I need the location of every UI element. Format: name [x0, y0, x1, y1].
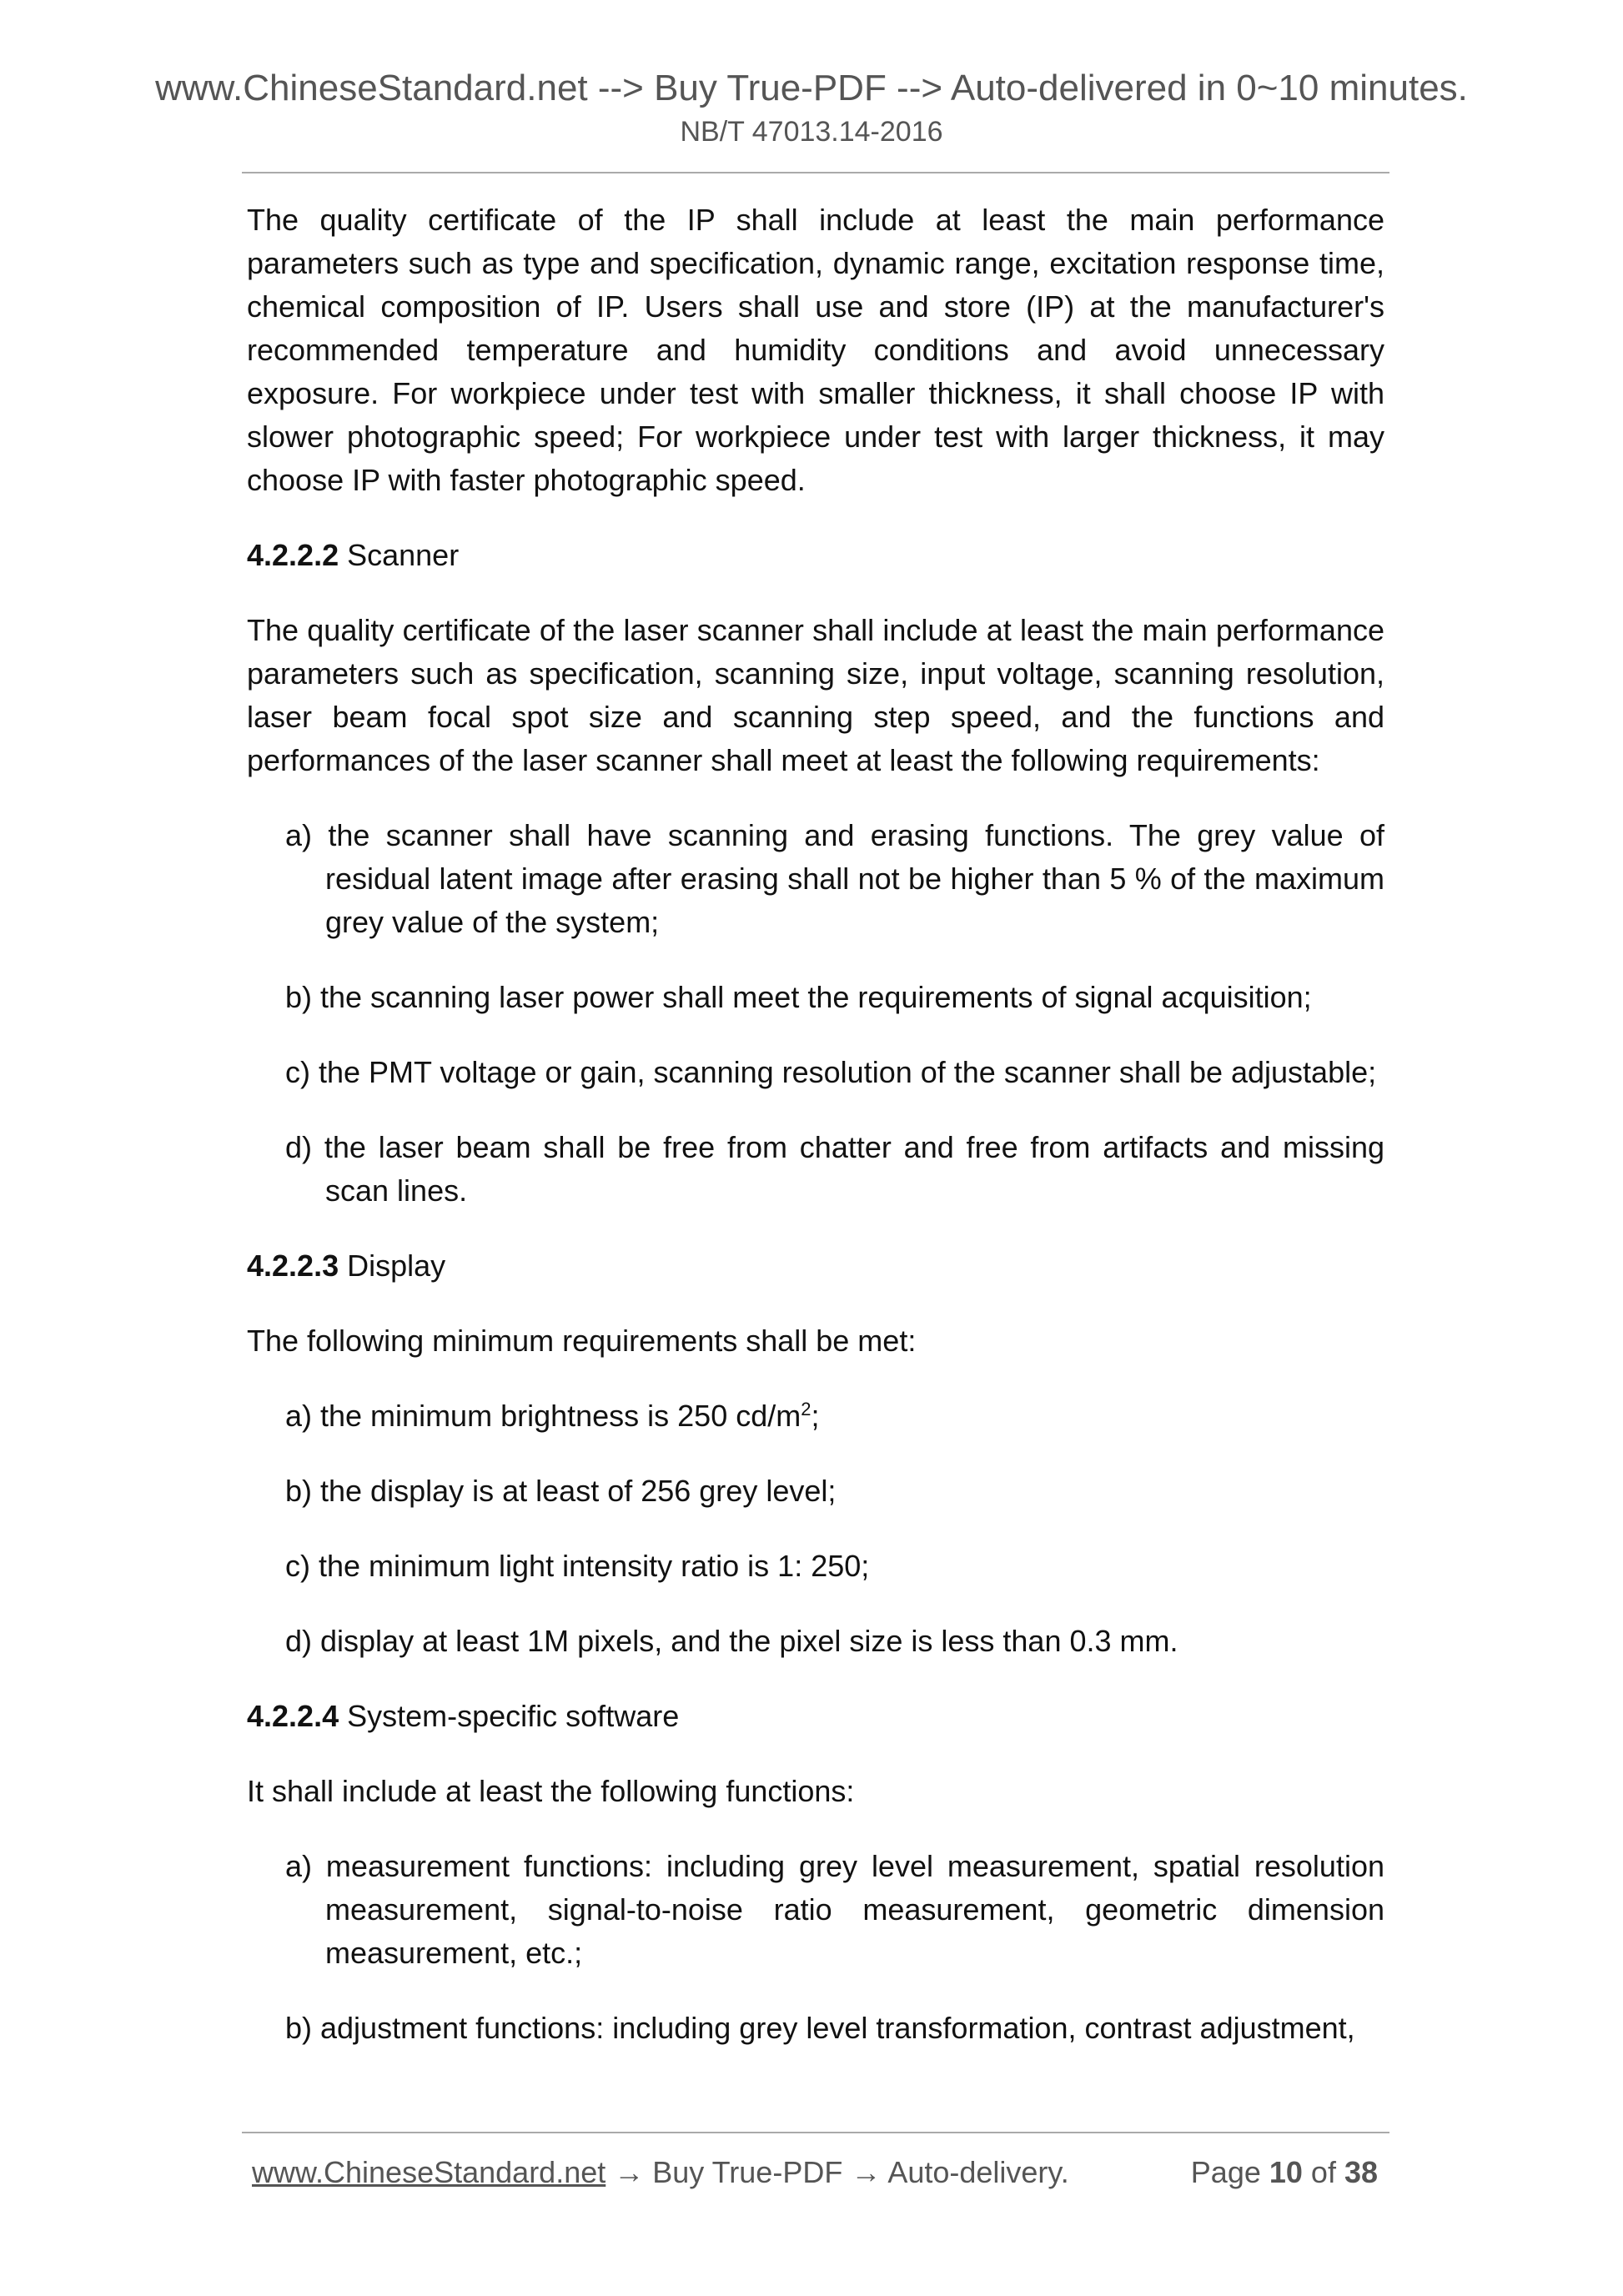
page-of: of [1302, 2155, 1344, 2189]
section-number: 4.2.2.3 [247, 1248, 339, 1283]
section-heading-display [247, 1244, 1384, 1288]
footer [252, 2152, 1378, 2193]
list-item: c) the minimum light intensity ratio is 1: 250; [285, 1549, 870, 1583]
section-number: 4.2.2.2 [247, 538, 339, 572]
header-banner: www.ChineseStandard.net --> Buy True-PDF --> Auto-delivered in 0~10 minutes. [155, 68, 1468, 108]
page-current: 10 [1269, 2155, 1303, 2189]
list-item: d) display at least 1M pixels, and the pixel size is less than 0.3 mm. [285, 1624, 1178, 1658]
standard-code: NB/T 47013.14-2016 [680, 116, 943, 148]
footer-promo-text: → Buy True-PDF → Auto-delivery. [605, 2155, 1069, 2189]
section-heading-scanner [247, 534, 1384, 577]
header-divider [242, 172, 1389, 173]
ip-quality-paragraph: The quality certificate of the IP shall include at least the main performance parameters such as type and specification, dynamic range, excitation response time, chemical composition of IP. Users shall use and store (IP) at the manufacturer's recommended temperature and humidity conditions and avoid unnecessary exposure. For workpiece under test with smaller thickness, it shall choose IP with slower photographic speed; For workpiece under test with larger thickness, it may choose IP with faster photographic speed. [247, 203, 1384, 497]
superscript: 2 [801, 1399, 812, 1419]
site-link[interactable]: www.ChineseStandard.net [252, 2155, 606, 2189]
list-item: a) measurement functions: including grey level measurement, spatial resolution measurement, signal-to-noise ratio measurement, geometric dimension measurement, etc.; [285, 1849, 1384, 1970]
section-title: Display [347, 1248, 446, 1283]
section-title: Scanner [347, 538, 460, 572]
list-item: a) the scanner shall have scanning and erasing functions. The grey value of residual latent image after erasing shall not be higher than 5 % of the maximum grey value of the system; [285, 818, 1384, 939]
section-number: 4.2.2.4 [247, 1699, 339, 1733]
scanner-paragraph: The quality certificate of the laser scanner shall include at least the main performance parameters such as specification, scanning size, input voltage, scanning resolution, laser beam focal spot size and scanning step speed, and the functions and performances of the laser scanner shall meet at least the following requirements: [247, 613, 1384, 777]
list-item-tail: ; [811, 1399, 820, 1433]
list-item: b) the scanning laser power shall meet the requirements of signal acquisition; [285, 980, 1312, 1014]
section-title: System-specific software [347, 1699, 680, 1733]
display-paragraph: The following minimum requirements shall be met: [247, 1324, 917, 1358]
list-item: b) the display is at least of 256 grey level; [285, 1474, 837, 1508]
footer-divider [242, 2132, 1389, 2133]
footer-promo [252, 2152, 1069, 2193]
page-label: Page [1190, 2155, 1269, 2189]
section-heading-software [247, 1695, 1384, 1738]
list-item: d) the laser beam shall be free from chatter and free from artifacts and missing scan lines. [285, 1130, 1384, 1208]
list-item: b) adjustment functions: including grey level transformation, contrast adjustment, [285, 2011, 1355, 2045]
list-item-text: a) the minimum brightness is 250 cd/m [285, 1399, 801, 1433]
software-paragraph: It shall include at least the following functions: [247, 1774, 855, 1808]
page-number [1191, 2152, 1378, 2193]
page-total: 38 [1344, 2155, 1378, 2189]
document-body [247, 198, 1384, 2050]
list-item: c) the PMT voltage or gain, scanning resolution of the scanner shall be adjustable; [285, 1055, 1377, 1089]
list-item [285, 1394, 1384, 1438]
